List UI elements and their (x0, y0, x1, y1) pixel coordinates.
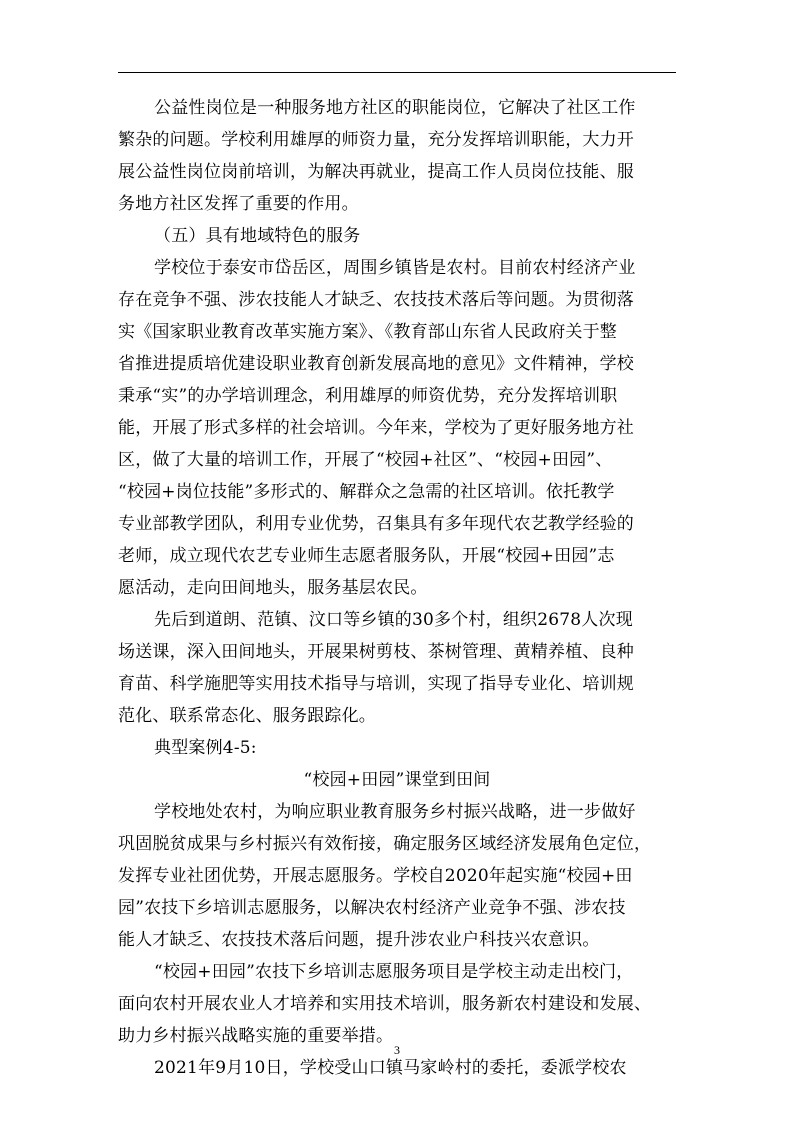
text-line: 省推进提质培优建设职业教育创新发展高地的意见》文件精神，学校 (118, 354, 634, 374)
text-line: 愿活动，走向田间地头，服务基层农民。 (118, 578, 428, 598)
text-line: 巩固脱贫成果与乡村振兴有效衔接，确定服务区域经济发展角色定位， (118, 834, 652, 854)
text-line: 场送课，深入田间地头，开展果树剪枝、茶树管理、黄精养植、良种 (118, 642, 634, 662)
text-line: 专业部教学团队，利用专业优势，召集具有多年现代农艺教学经验的 (118, 514, 634, 534)
text-line: “校园+岗位技能”多形式的、解群众之急需的社区培训。依托教学 (118, 482, 615, 502)
text-line: 区，做了大量的培训工作，开展了“校园+社区”、“校园+田园”、 (118, 450, 613, 470)
text-line: 展公益性岗位岗前培训，为解决再就业，提高工作人员岗位技能、服 (118, 162, 634, 182)
text-line: 育苗、科学施肥等实用技术指导与培训，实现了指导专业化、培训规 (118, 674, 634, 694)
text-line: 能人才缺乏、农技技术落后问题，提升涉农业户科技兴农意识。 (118, 930, 600, 950)
text-line: 秉承“实”的办学培训理念，利用雄厚的师资优势，充分发挥培训职 (118, 386, 618, 406)
text-line: 园”农技下乡培训志愿服务，以解决农村经济产业竞争不强、涉农技 (118, 898, 626, 918)
text-line: 繁杂的问题。学校利用雄厚的师资力量，充分发挥培训职能，大力开 (118, 130, 634, 150)
text-line: 先后到道朗、范镇、汶口等乡镇的30多个村，组织2678人次现 (154, 610, 633, 630)
header-rule (118, 72, 676, 73)
text-line: 学校位于泰安市岱岳区，周围乡镇皆是农村。目前农村经济产业 (154, 258, 636, 278)
text-line: 老师，成立现代农艺专业师生志愿者服务队，开展“校园+田园”志 (118, 546, 615, 566)
text-line: 面向农村开展农业人才培养和实用技术培训，服务新农村建设和发展、 (118, 994, 652, 1014)
case-title: “校园+田园”课堂到田间 (303, 770, 491, 790)
text-line: 公益性岗位是一种服务地方社区的职能岗位，它解决了社区工作 (154, 98, 636, 118)
text-line: 能，开展了形式多样的社会培训。今年来，学校为了更好服务地方社 (118, 418, 634, 438)
text-line: 发挥专业社团优势，开展志愿服务。学校自2020年起实施“校园+田 (118, 866, 633, 886)
text-line: “校园+田园”农技下乡培训志愿服务项目是学校主动走出校门， (154, 962, 634, 982)
text-line: 学校地处农村，为响应职业教育服务乡村振兴战略，进一步做好 (154, 802, 636, 822)
section-heading: （五）具有地域特色的服务 (154, 226, 361, 246)
document-body (118, 92, 676, 1084)
text-line: 务地方社区发挥了重要的作用。 (118, 194, 359, 214)
text-line: 助力乡村振兴战略实施的重要举措。 (118, 1026, 394, 1046)
text-line: 存在竞争不强、涉农技能人才缺乏、农技技术落后等问题。为贯彻落 (118, 290, 634, 310)
page-number: 3 (394, 1043, 400, 1057)
case-label: 典型案例4-5: (154, 738, 257, 758)
text-line: 2021年9月10日，学校受山口镇马家岭村的委托，委派学校农 (154, 1058, 627, 1078)
text-line: 范化、联系常态化、服务跟踪化。 (118, 706, 376, 726)
text-line: 实《国家职业教育改革实施方案》、《教育部山东省人民政府关于整 (118, 322, 617, 342)
